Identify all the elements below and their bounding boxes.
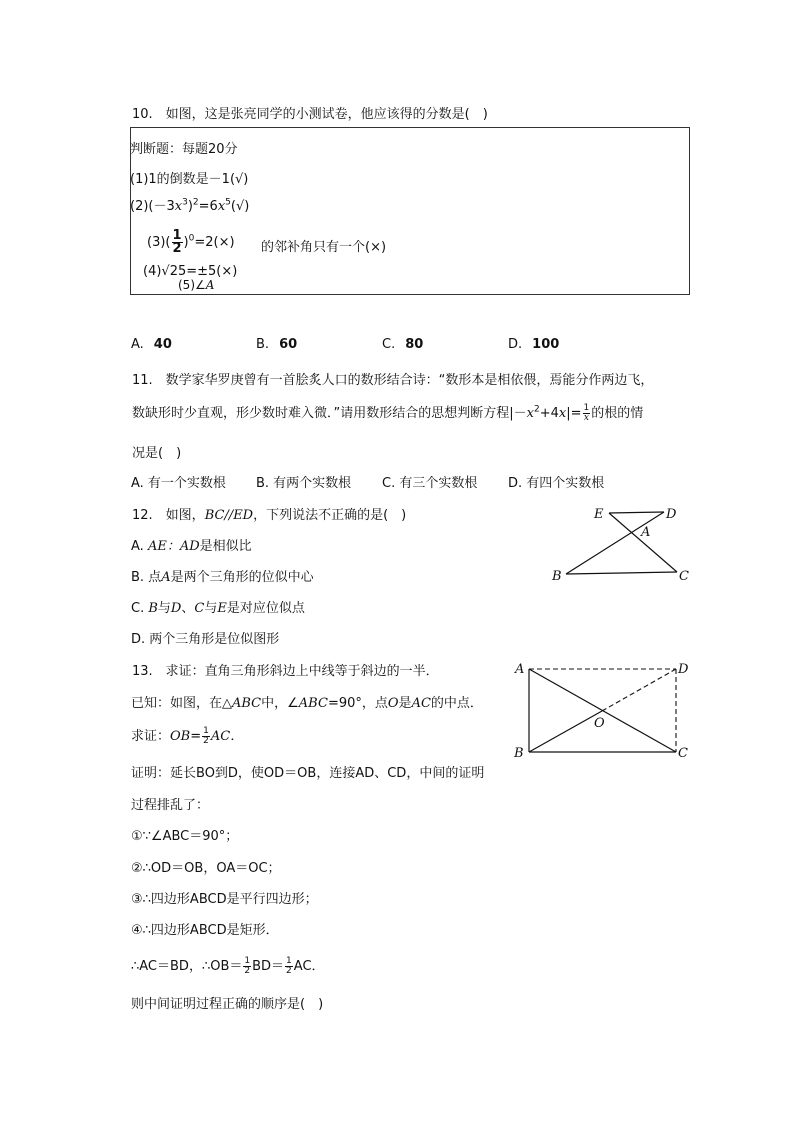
quiz-item-5-tail: 的邻补角只有一个(×) bbox=[261, 240, 387, 255]
q12-option-c: C. B与D、C与E是对应位似点 bbox=[131, 601, 305, 616]
q13-known: 已知：如图，在△ABC中，∠ABC=90°，点O是AC的中点． bbox=[131, 696, 483, 711]
q13-step-4: ④∴四边形ABCD是矩形． bbox=[131, 923, 279, 938]
q10-option-b: B. 60 bbox=[256, 337, 298, 352]
quiz-item-3: (3)( $\frac{1}{2}$ )$^0$=2(×) bbox=[147, 228, 235, 256]
label-a: A bbox=[641, 525, 651, 540]
q13-proof-line-1: 证明：延长BO到D，使OD＝OB，连接AD、CD，中间的证明 bbox=[131, 766, 485, 781]
label-e: E bbox=[594, 507, 604, 522]
quiz-item-1: (1)1的倒数是－1(√) bbox=[130, 172, 249, 187]
q11-option-a: A. 有一个实数根 bbox=[131, 476, 226, 491]
q13-stem: 13. 求证：直角三角形斜边上中线等于斜边的一半． bbox=[132, 664, 439, 679]
label-c: C bbox=[678, 746, 688, 761]
q11-line-3: 况是( ) bbox=[132, 446, 182, 461]
q13-figure bbox=[510, 655, 700, 765]
q11-line-1: 11. 数学家华罗庚曾有一首脍炙人口的数形结合诗：“数形本是相依偎，焉能分作两边飞， bbox=[132, 373, 654, 388]
segment-bc bbox=[566, 572, 677, 574]
q11-option-d: D. 有四个实数根 bbox=[508, 476, 605, 491]
quiz-header: 判断题：每题20分 bbox=[130, 142, 238, 157]
q13-step-1: ①∵∠ABC＝90°； bbox=[131, 829, 239, 844]
q13-proof-line-2: 过程排乱了： bbox=[131, 798, 210, 813]
label-d: D bbox=[666, 507, 677, 522]
label-o: O bbox=[594, 716, 605, 731]
q12-figure bbox=[540, 500, 700, 590]
label-b: B bbox=[552, 569, 562, 584]
segment-od bbox=[602, 669, 676, 711]
q10-quiz-box bbox=[130, 127, 690, 295]
segment-bd bbox=[566, 512, 664, 574]
quiz-item-4: (4)√25=±5(×) bbox=[143, 264, 238, 279]
segment-bo bbox=[529, 711, 602, 752]
label-d: D bbox=[678, 662, 689, 677]
q13-step-3: ③∴四边形ABCD是平行四边形； bbox=[131, 892, 318, 907]
q11-option-c: C. 有三个实数根 bbox=[382, 476, 478, 491]
q10-option-a: A. 40 bbox=[131, 337, 172, 352]
segment-ed bbox=[609, 512, 664, 513]
quiz-item-2: $(2)(-3x^3)^2=6x^5(√)$ bbox=[130, 197, 250, 214]
q10-option-d: D. 100 bbox=[508, 337, 560, 352]
q12-stem: 12. 如图，BC//ED，下列说法不正确的是( ) bbox=[132, 508, 407, 523]
quiz-item-5-head: (5)∠A bbox=[178, 278, 215, 292]
q12-option-b: B. 点A是两个三角形的位似中心 bbox=[131, 570, 314, 585]
q10-stem: 10. 如图，这是张亮同学的小测试卷，他应该得的分数是( ) bbox=[132, 107, 488, 122]
label-a: A bbox=[515, 662, 525, 677]
q13-prove: 求证：OB= $\frac{1}{2}$ AC． bbox=[131, 726, 244, 746]
q12-option-d: D. 两个三角形是位似图形 bbox=[131, 632, 280, 647]
q13-step-2: ②∴OD＝OB，OA＝OC； bbox=[131, 861, 281, 876]
label-b: B bbox=[514, 746, 524, 761]
q13-conclusion: ∴AC＝BD，∴OB＝ $\frac{1}{2}$ BD＝ $\frac{1}{2}$ AC． bbox=[131, 956, 325, 976]
q13-question: 则中间证明过程正确的顺序是( ) bbox=[131, 997, 324, 1012]
q12-option-a: A. AE：AD是相似比 bbox=[131, 539, 252, 554]
q11-line-2: 数缺形时少直观，形少数时难入微．”请用数形结合的思想判断方程$|-x^2+4x|=$ $\frac{1}{x}$ 的根的情 bbox=[132, 403, 644, 423]
q10-option-c: C. 80 bbox=[382, 337, 424, 352]
q11-option-b: B. 有两个实数根 bbox=[256, 476, 352, 491]
label-c: C bbox=[679, 569, 689, 584]
